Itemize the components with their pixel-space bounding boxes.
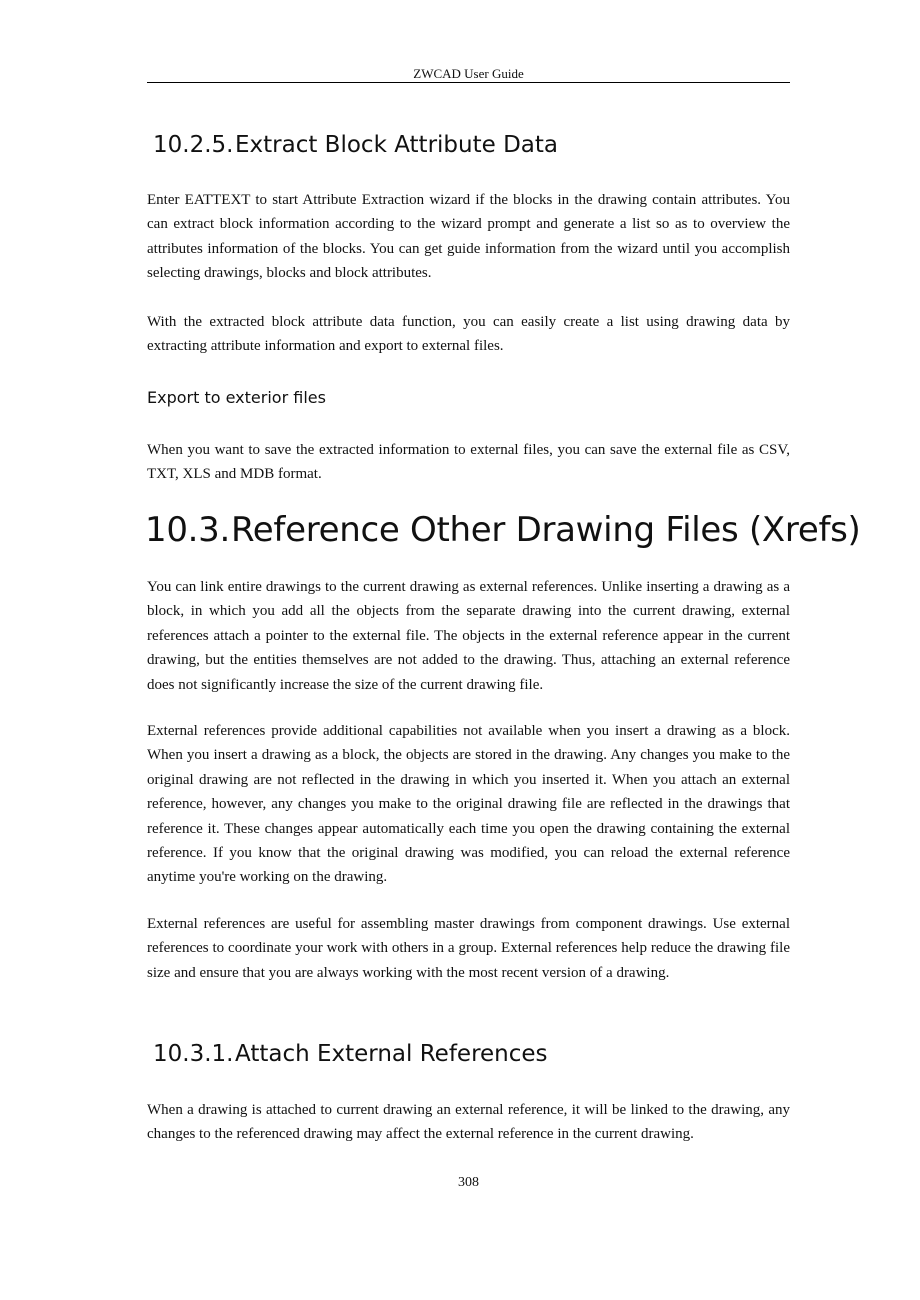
section-number: 10.3. (145, 510, 231, 550)
subheading-export-to-exterior-files: Export to exterior files (147, 388, 326, 407)
paragraph: With the extracted block attribute data function, you can easily create a list using drawing data by extracting attribute information and export to external files. (147, 314, 790, 355)
page-number: 308 (458, 1175, 479, 1190)
running-header: ZWCAD User Guide (413, 66, 524, 81)
paragraph: You can link entire drawings to the current drawing as external references. Unlike inserting a drawing as a block, in which you add all the objects from the separate drawing into the current drawing, external references attach a pointer to the external file. The objects in the external reference appear in the current drawing, but the entities themselves are not added to the drawing. Thus, attaching an external reference does not significantly increase the size of the current drawing file. (147, 579, 790, 693)
paragraph: Enter EATTEXT to start Attribute Extraction wizard if the blocks in the drawing contain attributes. You can extract block information according to the wizard prompt and generate a list so as to overview the attributes information of the blocks. You can get guide information from the wizard until you accomplish selecting drawings, blocks and block attributes. (147, 192, 790, 282)
paragraph: When you want to save the extracted information to external files, you can save the external file as CSV, TXT, XLS and MDB format. (147, 442, 790, 483)
document-page (145, 0, 861, 1300)
chapter-heading-reference-other-drawing-files (145, 508, 861, 552)
section-title: Attach External References (235, 1041, 548, 1067)
section-number: 10.2.5. (153, 132, 234, 158)
section-heading-extract-block-attribute-data (153, 130, 558, 160)
section-number: 10.3.1. (153, 1041, 234, 1067)
section-title: Reference Other Drawing Files (Xrefs) (231, 510, 861, 550)
paragraph: External references are useful for assembling master drawings from component drawings. Use external references to coordinate your work with others in a group. External references help reduce the drawing file size and ensure that you are always working with the most recent version of a drawing. (147, 916, 790, 981)
paragraph: When a drawing is attached to current drawing an external reference, it will be linked to the drawing, any changes to the referenced drawing may affect the external reference in the current drawing. (147, 1102, 790, 1143)
paragraph: External references provide additional capabilities not available when you insert a drawing as a block. When you insert a drawing as a block, the objects are stored in the drawing. Any changes you make to the original drawing are not reflected in the drawing in which you inserted it. When you attach an external reference, however, any changes you make to the original drawing file are reflected in the drawings that reference it. These changes appear automatically each time you open the drawing containing the external reference. If you know that the original drawing was modified, you can reload the external reference anytime you're working on the drawing. (147, 723, 790, 886)
header-rule (147, 82, 790, 83)
section-title: Extract Block Attribute Data (235, 132, 558, 158)
section-heading-attach-external-references (153, 1039, 548, 1069)
